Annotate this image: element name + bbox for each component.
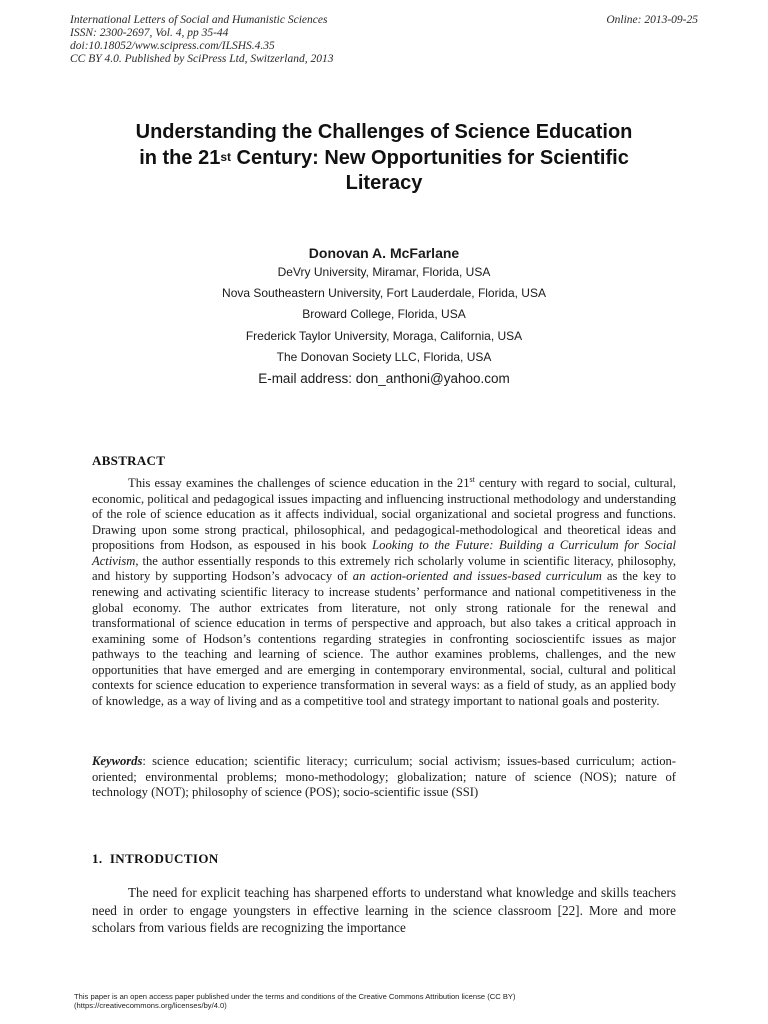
online-date: Online: 2013-09-25 <box>606 14 698 26</box>
affiliation: Frederick Taylor University, Moraga, California, USA <box>245 328 523 343</box>
footer-line-2: (https://creativecommons.org/licenses/by/4.0) <box>74 1001 227 1010</box>
journal-doi: doi:10.18052/www.scipress.com/ILSHS.4.35 <box>70 40 275 52</box>
title-line-2-pre: in the 21 <box>139 146 221 169</box>
journal-header <box>70 14 698 66</box>
abstract-part-4: as the key to renewing and activating scientific literacy to increase students’ performance and national competitiveness in the global economy. The author extricates from literature, not only strong rationale for the renewal and transformational of science education in terms of perspective and approach, but also takes a critical approach in examining some of Hodson’s contentions regarding strategies in confronting socioscientifc issues as major pathways to the teaching and learning of science. The author examines problems, challenges, and the new opportunities that have emerged and are emerging in contemporary environmental, social, cultural and political contexts for science education to experience transformation in several ways: as a field of study, as an applied body of knowledge, as a way of living and as a competitive tool and strategy important to national goals and posterity. <box>92 569 676 708</box>
keywords-colon: : <box>142 754 146 768</box>
abstract-part-2: century with regard to social, cultural, economic, political and pedagogical issues impacting and influencing instructional methodology and understanding of the role of science education as it affects individual, social organizational and societal progress and functions. Drawing upon some strong practical, philosophical, and pedagogical-methodological and theoretical ideas and propositions from Hodson, as espoused in his book <box>92 476 676 553</box>
author-name: Donovan A. McFarlane <box>308 245 460 261</box>
abstract-emphasis: an action-oriented and issues-based curriculum <box>352 569 602 584</box>
author-block <box>70 244 698 390</box>
journal-license: CC BY 4.0. Published by SciPress Ltd, Switzerland, 2013 <box>70 53 334 65</box>
book-title: Looking to the Future: Building a Curriculum for Social Activism <box>92 538 676 568</box>
affiliation: DeVry University, Miramar, Florida, USA <box>277 265 491 279</box>
title-line-1: Understanding the Challenges of Science Education <box>135 121 633 143</box>
title-line-3: Literacy <box>345 172 423 194</box>
affiliation: Nova Southeastern University, Fort Lauderdale, Florida, USA <box>222 286 546 301</box>
keywords-label: Keywords <box>92 754 143 768</box>
journal-name: International Letters of Social and Humanistic Sciences <box>70 14 328 26</box>
introduction-text: The need for explicit teaching has sharpened efforts to understand what knowledge and skills teachers need in order to engage youngsters in effective learning in the science classroom [22]. More and more scholars from various fields are recognizing the importance <box>92 885 676 935</box>
affiliation: Broward College, Florida, USA <box>302 307 466 322</box>
abstract-superscript: st <box>469 475 475 484</box>
paper-title <box>70 120 698 197</box>
abstract-text <box>92 472 676 709</box>
abstract-part-1: This essay examines the challenges of science education in the 21 <box>128 476 470 491</box>
footer-line-1: This paper is an open access paper published under the terms and conditions of the Creative Commons Attribution license (CC BY) <box>74 992 516 1001</box>
title-line-2 <box>70 146 698 172</box>
journal-issn: ISSN: 2300-2697, Vol. 4, pp 35-44 <box>70 27 229 39</box>
section-heading-introduction: 1. INTRODUCTION <box>92 851 219 866</box>
title-superscript: st <box>220 149 231 164</box>
keywords-text: science education; scientific literacy; curriculum; social activism; issues-based curriculum; action-oriented; environmental problems; mono-methodology; globalization; nature of science (NOS); nature of technology (NOT); philosophy of science (POS); socio-scientific issue (SSI) <box>92 754 676 800</box>
keywords <box>92 754 676 801</box>
abstract-part-3: , the author essentially responds to this extremely rich scholarly volume in scientific literacy, philosophy, and history by supporting Hodson’s advocacy of <box>92 553 676 584</box>
affiliation: The Donovan Society LLC, Florida, USA <box>276 349 492 364</box>
abstract-heading: ABSTRACT <box>92 453 166 468</box>
title-line-2-post: Century: New Opportunities for Scientific <box>231 146 629 169</box>
author-email: E-mail address: don_anthoni@yahoo.com <box>258 371 510 387</box>
license-footer <box>74 992 694 1010</box>
